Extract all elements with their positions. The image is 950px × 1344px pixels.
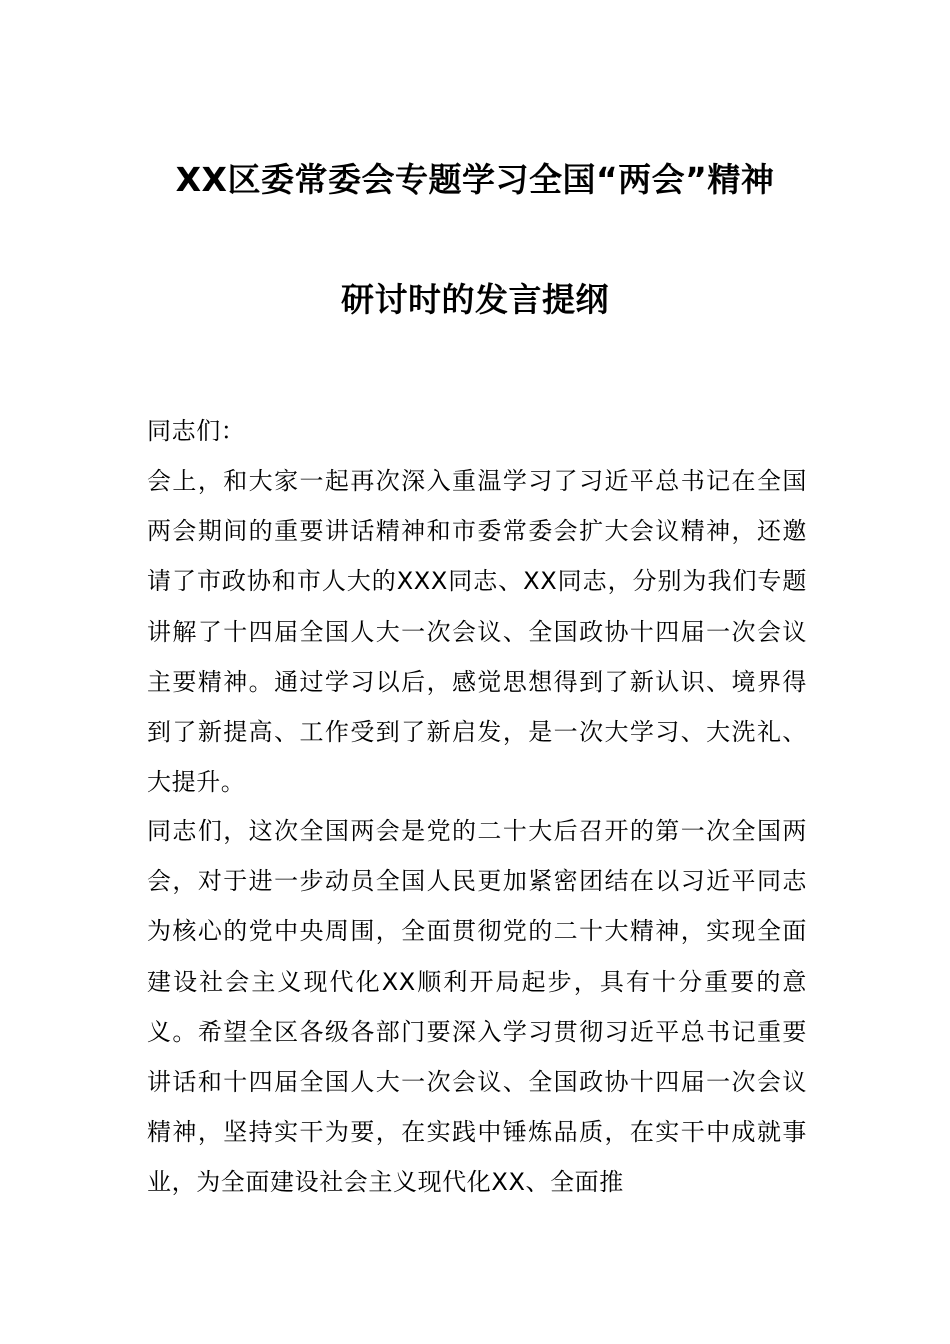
document-title-line-2: 研讨时的发言提纲 bbox=[341, 280, 609, 319]
body-paragraph-1 bbox=[147, 456, 807, 807]
paragraph-text: 同志们，这次全国两会是党的二十大后召开的第一次全国两会，对于进一步动员全国人民更加紧密团结在以习近平同志为核心的党中央周围，全面贯彻党的二十大精神，实现全面建设社会主义现代化XX顺利开局起步，具有十分重要的意义。希望全区各级各部门要深入学习贯彻习近平总书记重要讲话和十四届全国人大一次会议、全国政协十四届一次会议精神，坚持实干为要，在实践中锤炼品质，在实干中成就事业，为全面建设社会主义现代化XX、全面推 bbox=[147, 817, 807, 1197]
paragraph-text: 会上，和大家一起再次深入重温学习了习近平总书记在全国两会期间的重要讲话精神和市委常委会扩大会议精神，还邀请了市政协和市人大的XXX同志、XX同志，分别为我们专题讲解了十四届全国人大一次会议、全国政协十四届一次会议主要精神。通过学习以后，感觉思想得到了新认识、境界得到了新提高、工作受到了新启发，是一次大学习、大洗礼、大提升。 bbox=[147, 467, 807, 797]
salutation: 同志们： bbox=[147, 417, 246, 445]
document-title-line-1: XX区委常委会专题学习全国“两会”精神 bbox=[175, 160, 775, 199]
body-paragraph-2 bbox=[147, 806, 807, 1208]
